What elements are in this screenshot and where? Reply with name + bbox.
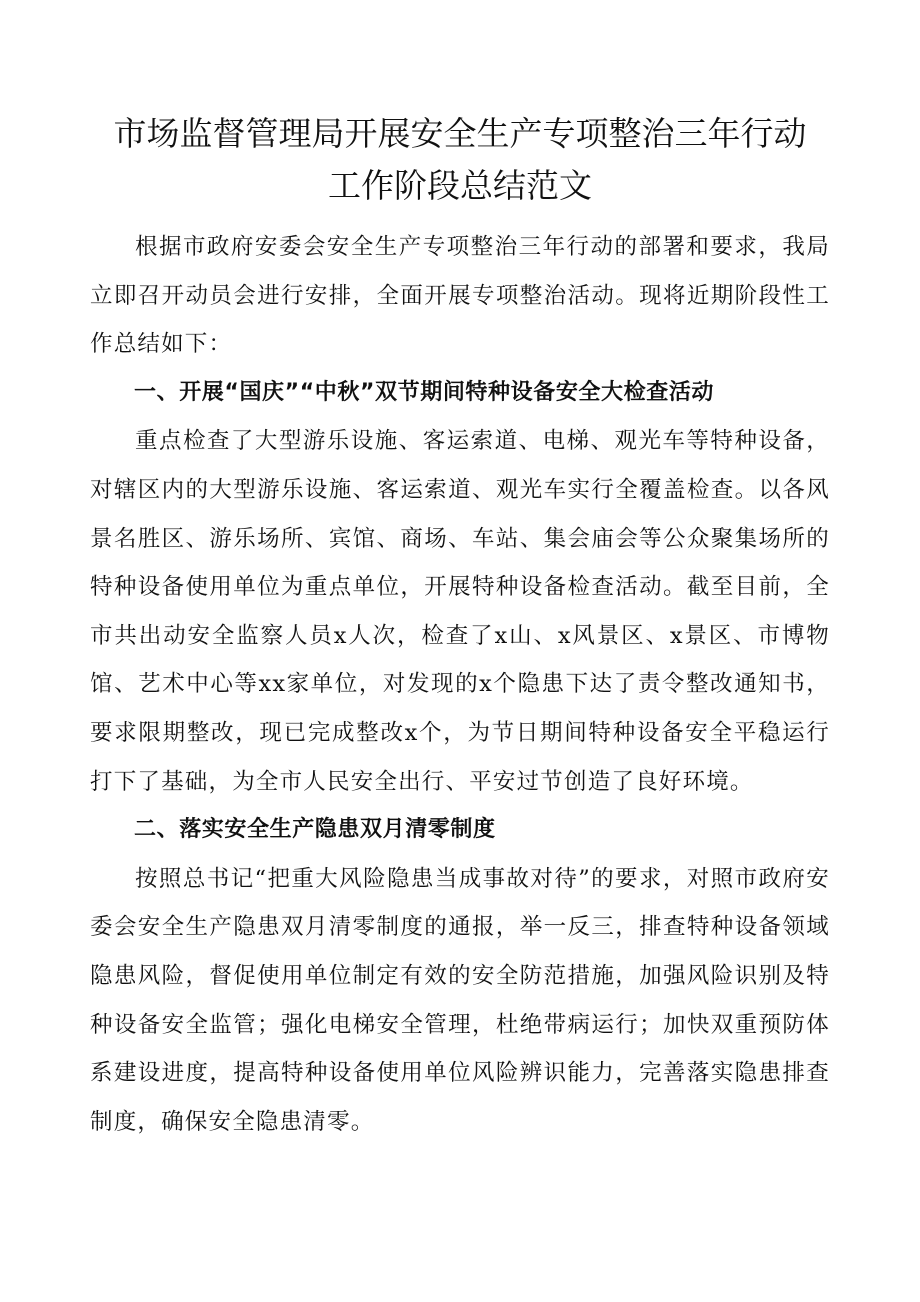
intro-paragraph: 根据市政府安委会安全生产专项整治三年行动的部署和要求，我局立即召开动员会进行安排，全面开展专项整治活动。现将近期阶段性工作总结如下： (90, 234, 830, 358)
section-2-paragraph: 按照总书记“把重大风险隐患当成事故对待”的要求，对照市政府安委会安全生产隐患双月清零制度的通报，举一反三，排查特种设备领域隐患风险，督促使用单位制定有效的安全防范措施，加强风险识别及特种设备安全监管；强化电梯安全管理，杜绝带病运行；加快双重预防体系建设进度，提高特种设备使用单位风险辨识能力，完善落实隐患排查制度，确保安全隐患清零。 (90, 865, 830, 1135)
section-1-heading: 一、开展“国庆”“中秋”双节期间特种设备安全大检查活动 (134, 379, 715, 405)
document-body (90, 223, 830, 1146)
document-page (90, 108, 830, 1146)
title-line-2: 工作阶段总结范文 (328, 166, 592, 205)
title-line-1: 市场监督管理局开展安全生产专项整治三年行动 (113, 114, 807, 153)
section-1-paragraph: 重点检查了大型游乐设施、客运索道、电梯、观光车等特种设备，对辖区内的大型游乐设施、客运索道、观光车实行全覆盖检查。以各风景名胜区、游乐场所、宾馆、商场、车站、集会庙会等公众聚集场所的特种设备使用单位为重点单位，开展特种设备检查活动。截至目前，全市共出动安全监察人员x人次，检查了x山、x风景区、x景区、市博物馆、艺术中心等xx家单位，对发现的x个隐患下达了责令整改通知书，要求限期整改，现已完成整改x个，为节日期间特种设备安全平稳运行打下了基础，为全市人民安全出行、平安过节创造了良好环境。 (90, 428, 830, 795)
document-title (90, 108, 830, 212)
section-2-heading: 二、落实安全生产隐患双月清零制度 (134, 817, 496, 843)
